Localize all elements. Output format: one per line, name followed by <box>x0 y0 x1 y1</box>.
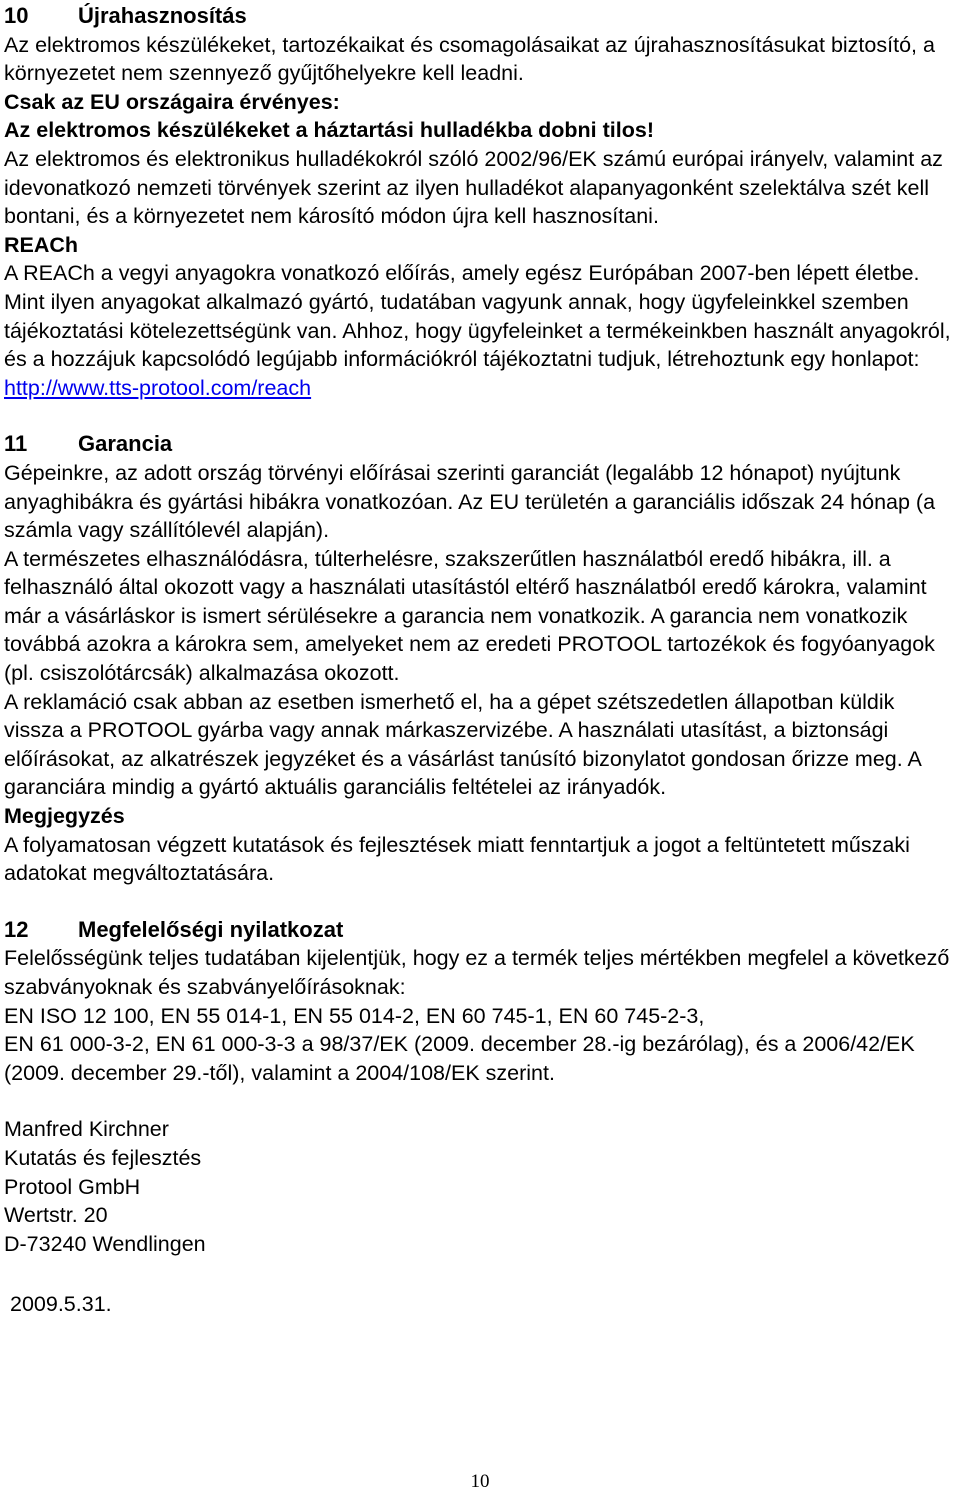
signatory-department: Kutatás és fejlesztés <box>4 1145 202 1170</box>
signature-block <box>4 1115 956 1258</box>
reach-text: A REACh a vegyi anyagokra vonatkozó előírás, amely egész Európában 2007-ben lépett életbe. Mint ilyen anyagokat alkalmazó gyártó, tudatában vagyunk annak, hogy ügyfeleinkkel szemben tájékoztatási kötelezettségünk van. Ahhoz, hogy ügyfeleinket a termékeinkben használt anyagokról, és a hozzájuk kapcsolódó legújabb információkról tájékoztatni tudjuk, létrehoztunk egy honlapot: <box>4 261 951 372</box>
section-12-number: 12 <box>4 916 29 942</box>
weee-directive-text: Az elektromos és elektronikus hulladékokról szóló 2002/96/EK számú európai irányelv, valamint az idevonatkozó nemzeti törvények szerint az ilyen hulladékot alapanyagonként szelektálva szét kell bontani, és a környezetet nem károsító módon újra kell hasznosítani. <box>4 146 943 229</box>
recycling-intro: Az elektromos készülékeket, tartozékaikat és csomagolásaikat az újrahasznosításukat biztosító, a környezetet nem szennyező gyűjtőhelyekre kell leadni. <box>4 32 935 86</box>
page-number: 10 <box>470 1471 490 1492</box>
section-11-title: Garancia <box>78 431 173 457</box>
note-title: Megjegyzés <box>4 804 125 829</box>
section-10-title: Újrahasznosítás <box>78 3 247 28</box>
warranty-paragraph-3: A reklamáció csak abban az esetben ismerhető el, ha a gépet szétszedetlen állapotban küldik vissza a PROTOOL gyárba vagy annak márkaszervizébe. A használati utasítást, a biztonsági előírásokat, az alkatrészek jegyzéket és a vásárlást tanúsító bizonylatot gondosan őrizze meg. A garanciára mindig a gyártó aktuális garanciális feltételei az irányadók. <box>4 689 921 800</box>
signatory-name: Manfred Kirchner <box>4 1117 169 1142</box>
company-name: Protool GmbH <box>4 1174 141 1199</box>
note-text: A folyamatosan végzett kutatások és fejlesztések miatt fenntartjuk a jogot a feltüntetett műszaki adatokat megváltoztatására. <box>4 832 910 886</box>
eu-disposal-warning: Az elektromos készülékeket a háztartási hulladékba dobni tilos! <box>4 118 654 143</box>
reach-paragraph <box>4 259 956 402</box>
reach-link[interactable]: http://www.tts-protool.com/reach <box>4 375 312 400</box>
section-11-heading <box>4 430 956 459</box>
signature-date: 2009.5.31. <box>10 1292 112 1317</box>
company-street: Wertstr. 20 <box>4 1203 108 1228</box>
section-12-heading <box>4 916 956 945</box>
section-12-title: Megfelelőségi nyilatkozat <box>78 916 344 942</box>
document-page <box>4 2 956 1319</box>
warranty-paragraph-1: Gépeinkre, az adott ország törvényi előírásai szerinti garanciát (legalább 12 hónapot) nyújtunk anyaghibákra és gyártási hibákra vonatkozóan. Az EU területén a garanciális időszak 24 hónap (a számla vagy szállítólevél alapján). <box>4 460 936 543</box>
reach-title: REACh <box>4 232 79 257</box>
warranty-paragraph-2: A természetes elhasználódásra, túlterhelésre, szakszerűtlen használatból eredő hibákra, ill. a felhasználó által okozott vagy a használati utasítástól eltérő használatból eredő károkra, valamint már a vásárláskor is ismert sérülésekre a garancia nem vonatkozik. A garancia nem vonatkozik továbbá azokra a károkra sem, amelyeket nem az eredeti PROTOOL tartozékok és fogyóanyagok (pl. csiszolótárcsák) alkalmazása okozott. <box>4 546 935 686</box>
section-11-number: 11 <box>4 431 28 457</box>
section-10-number: 10 <box>4 3 29 28</box>
section-10-heading <box>4 2 956 31</box>
conformity-statement: Felelősségünk teljes tudatában kijelentjük, hogy ez a termék teljes mértékben megfelel a következő szabványoknak és szabványelőírásoknak: <box>4 946 950 999</box>
eu-only-label: Csak az EU országaira érvényes: <box>4 89 340 114</box>
standards-line-2: EN 61 000-3-2, EN 61 000-3-3 a 98/37/EK (2009. december 28.-ig bezárólag), és a 2006/42/EK (2009. december 29.-től), valamint a 2004/108/EK szerint. <box>4 1032 915 1085</box>
standards-line-1: EN ISO 12 100, EN 55 014-1, EN 55 014-2, EN 60 745-1, EN 60 745-2-3, <box>4 1003 705 1028</box>
company-city: D-73240 Wendlingen <box>4 1231 206 1256</box>
